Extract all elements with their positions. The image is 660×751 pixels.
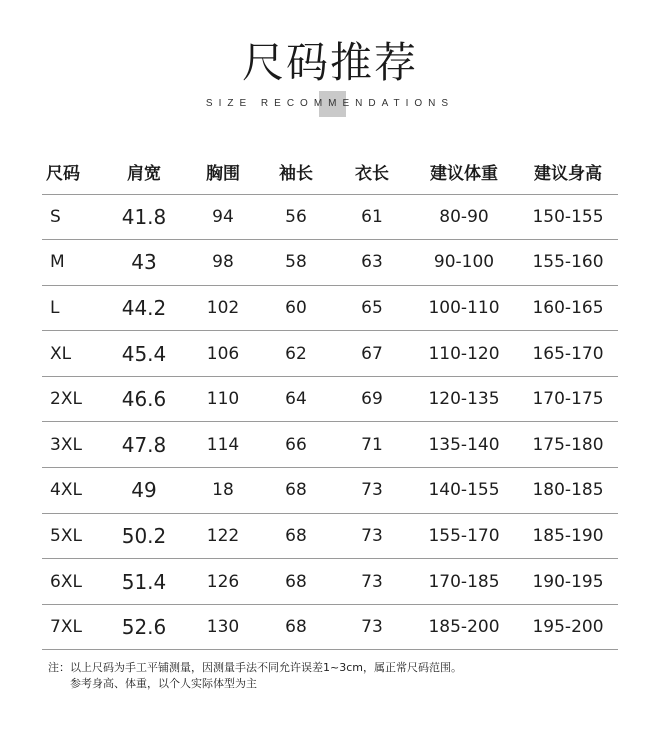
cell-length: 69 [334, 376, 410, 422]
cell-length: 71 [334, 422, 410, 468]
cell-sleeve: 64 [258, 376, 334, 422]
cell-sleeve: 68 [258, 468, 334, 514]
cell-shoulder: 46.6 [100, 376, 188, 422]
cell-height: 165-170 [518, 331, 618, 377]
header-sleeve: 袖长 [258, 150, 334, 194]
footnote-line-1: 注：以上尺码为手工平铺测量，因测量手法不同允许误差1~3cm，属正常尺码范围。 [48, 661, 462, 674]
cell-length: 73 [334, 468, 410, 514]
cell-sleeve: 68 [258, 604, 334, 650]
cell-weight: 90-100 [410, 240, 518, 286]
cell-sleeve: 68 [258, 513, 334, 559]
cell-length: 67 [334, 331, 410, 377]
cell-weight: 120-135 [410, 376, 518, 422]
table-row [42, 513, 618, 559]
cell-length: 61 [334, 194, 410, 240]
page-title: 尺码推荐 [241, 38, 418, 87]
cell-size: 3XL [42, 422, 100, 468]
cell-size: 6XL [42, 559, 100, 605]
cell-height: 150-155 [518, 194, 618, 240]
cell-length: 63 [334, 240, 410, 286]
cell-size: 7XL [42, 604, 100, 650]
footnote-line-2: 参考身高、体重，以个人实际体型为主 [70, 677, 257, 690]
cell-height: 190-195 [518, 559, 618, 605]
cell-size: 2XL [42, 376, 100, 422]
cell-size: 5XL [42, 513, 100, 559]
size-table [42, 150, 618, 650]
cell-weight: 80-90 [410, 194, 518, 240]
table-row [42, 559, 618, 605]
cell-shoulder: 49 [100, 468, 188, 514]
page-subtitle: SIZE RECOMMENDATIONS [205, 98, 455, 109]
cell-chest: 98 [188, 240, 258, 286]
cell-shoulder: 51.4 [100, 559, 188, 605]
cell-shoulder: 44.2 [100, 285, 188, 331]
cell-height: 175-180 [518, 422, 618, 468]
cell-weight: 185-200 [410, 604, 518, 650]
cell-sleeve: 68 [258, 559, 334, 605]
header-height: 建议身高 [518, 150, 618, 194]
table-row [42, 376, 618, 422]
cell-sleeve: 56 [258, 194, 334, 240]
cell-chest: 130 [188, 604, 258, 650]
cell-chest: 106 [188, 331, 258, 377]
cell-chest: 18 [188, 468, 258, 514]
header-chest: 胸围 [188, 150, 258, 194]
cell-height: 160-165 [518, 285, 618, 331]
footnote [48, 660, 628, 692]
cell-height: 155-160 [518, 240, 618, 286]
table-row [42, 468, 618, 514]
cell-shoulder: 52.6 [100, 604, 188, 650]
table-row [42, 194, 618, 240]
cell-chest: 114 [188, 422, 258, 468]
cell-size: 4XL [42, 468, 100, 514]
cell-height: 180-185 [518, 468, 618, 514]
table-header-row [42, 150, 618, 194]
cell-length: 73 [334, 513, 410, 559]
cell-sleeve: 60 [258, 285, 334, 331]
cell-weight: 135-140 [410, 422, 518, 468]
cell-size: M [42, 240, 100, 286]
cell-weight: 100-110 [410, 285, 518, 331]
cell-sleeve: 62 [258, 331, 334, 377]
table-row [42, 604, 618, 650]
table-row [42, 331, 618, 377]
cell-sleeve: 66 [258, 422, 334, 468]
cell-height: 170-175 [518, 376, 618, 422]
cell-shoulder: 43 [100, 240, 188, 286]
cell-shoulder: 50.2 [100, 513, 188, 559]
cell-weight: 140-155 [410, 468, 518, 514]
cell-size: S [42, 194, 100, 240]
cell-shoulder: 41.8 [100, 194, 188, 240]
cell-chest: 110 [188, 376, 258, 422]
cell-chest: 102 [188, 285, 258, 331]
cell-chest: 122 [188, 513, 258, 559]
header-weight: 建议体重 [410, 150, 518, 194]
cell-size: XL [42, 331, 100, 377]
cell-chest: 126 [188, 559, 258, 605]
cell-weight: 110-120 [410, 331, 518, 377]
cell-weight: 155-170 [410, 513, 518, 559]
cell-length: 65 [334, 285, 410, 331]
table-row [42, 240, 618, 286]
table-row [42, 422, 618, 468]
cell-sleeve: 58 [258, 240, 334, 286]
cell-height: 195-200 [518, 604, 618, 650]
header-length: 衣长 [334, 150, 410, 194]
cell-weight: 170-185 [410, 559, 518, 605]
cell-chest: 94 [188, 194, 258, 240]
table-row [42, 285, 618, 331]
cell-shoulder: 45.4 [100, 331, 188, 377]
header-shoulder: 肩宽 [100, 150, 188, 194]
cell-shoulder: 47.8 [100, 422, 188, 468]
cell-height: 185-190 [518, 513, 618, 559]
cell-length: 73 [334, 604, 410, 650]
header-size: 尺码 [42, 150, 100, 194]
cell-length: 73 [334, 559, 410, 605]
cell-size: L [42, 285, 100, 331]
